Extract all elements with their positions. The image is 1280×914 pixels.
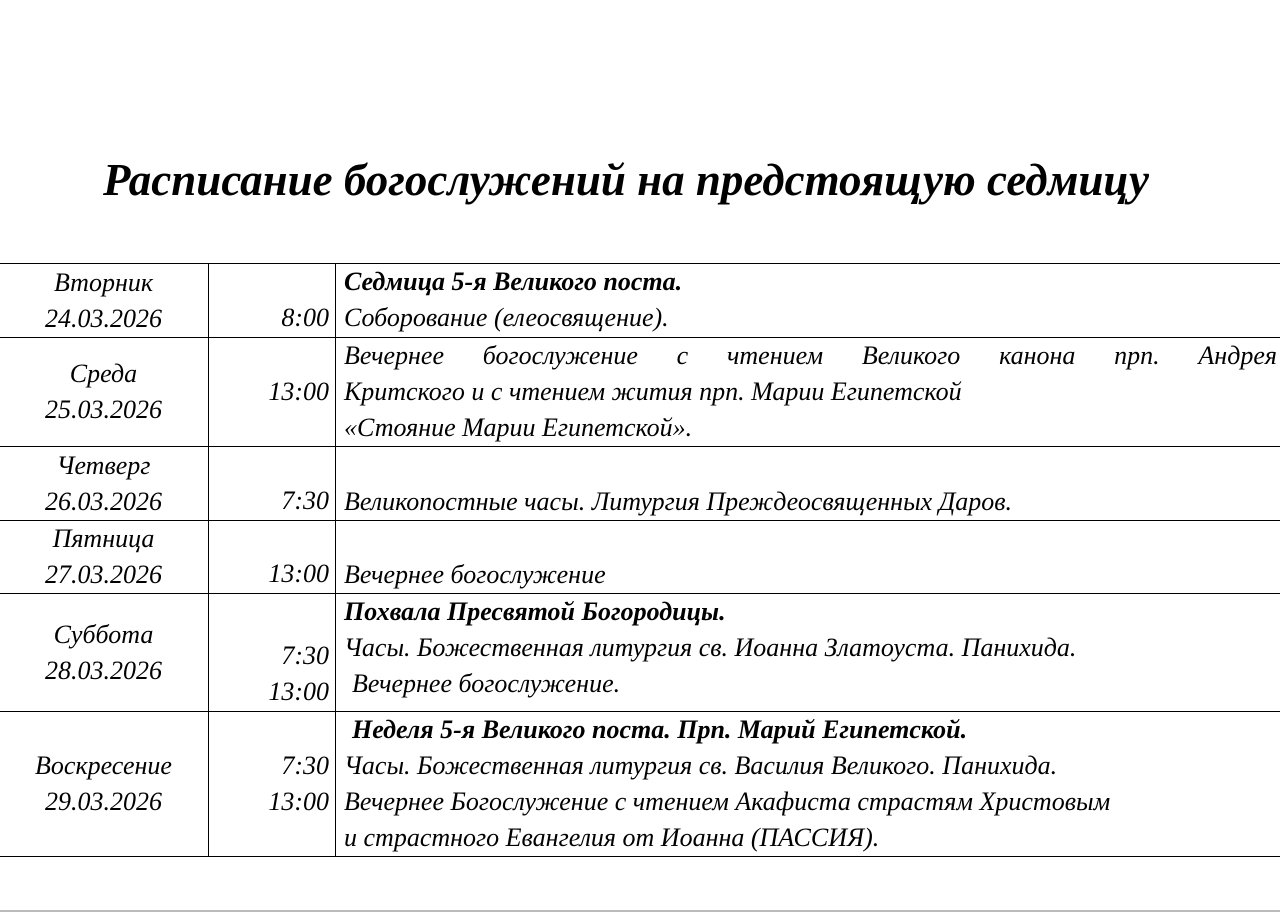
- service-cell: [336, 712, 1280, 857]
- day-name: Среда: [69, 359, 138, 388]
- service-line: Критского и с чтением жития прп. Марии Египетской: [344, 377, 962, 406]
- day-cell: [0, 521, 209, 594]
- service-line: Часы. Божественная литургия св. Иоанна Златоуста. Панихида.: [344, 633, 1077, 662]
- service-time: 13:00: [268, 559, 329, 588]
- time-cell: [209, 264, 336, 338]
- day-date: 27.03.2026: [45, 560, 162, 589]
- time-cell: [209, 594, 336, 712]
- day-cell: [0, 264, 209, 338]
- service-heading: Похвала Пресвятой Богородицы.: [344, 597, 726, 626]
- day-date: 28.03.2026: [45, 655, 162, 685]
- day-name: Воскресение: [35, 751, 172, 780]
- day-date: 24.03.2026: [45, 303, 162, 333]
- service-line: Часы. Божественная литургия св. Василия Великого. Панихида.: [344, 751, 1058, 780]
- table-row: [0, 338, 1280, 447]
- service-line: Вечернее богослужение.: [352, 669, 621, 698]
- time-cell: [209, 338, 336, 447]
- service-line: и страстного Евангелия от Иоанна (ПАССИЯ).: [344, 823, 880, 852]
- day-date: 29.03.2026: [45, 787, 162, 816]
- service-time: 8:00: [281, 303, 329, 332]
- service-line: Великопостные часы. Литургия Преждеосвященных Даров.: [344, 487, 1013, 516]
- day-cell: [0, 447, 209, 521]
- day-name: Вторник: [53, 267, 154, 297]
- service-heading: Седмица 5-я Великого поста.: [344, 267, 683, 296]
- table-row: [0, 594, 1280, 712]
- day-date: 26.03.2026: [45, 486, 162, 516]
- service-line: «Стояние Марии Египетской».: [344, 413, 693, 442]
- day-name: Четверг: [56, 450, 151, 480]
- service-cell: [336, 447, 1280, 521]
- service-line: Вечернее богослужение с чтением Великого канона прп. Андрея: [344, 341, 1277, 370]
- day-cell: [0, 712, 209, 857]
- day-cell: [0, 338, 209, 447]
- service-heading: Неделя 5-я Великого поста. Прп. Марий Египетской.: [352, 715, 968, 744]
- day-cell: [0, 594, 209, 712]
- service-time: 7:30: [281, 486, 329, 515]
- page-title: Расписание богослужений на предстоящую седмицу: [103, 155, 1149, 205]
- service-line: Вечернее Богослужение с чтением Акафиста страстям Христовым: [344, 787, 1111, 816]
- time-cell: [209, 521, 336, 594]
- table-row: [0, 521, 1280, 594]
- day-name: Пятница: [52, 524, 155, 553]
- service-time: 13:00: [268, 677, 329, 706]
- service-time: 13:00: [268, 786, 329, 816]
- service-time: 13:00: [268, 376, 329, 406]
- table-row: [0, 264, 1280, 338]
- service-line: Соборование (елеосвящение).: [344, 303, 669, 332]
- schedule-table: [0, 263, 1280, 857]
- service-cell: [336, 521, 1280, 594]
- bottom-divider: [0, 910, 1280, 912]
- service-time: 7:30: [281, 641, 329, 670]
- service-line: Вечернее богослужение: [344, 560, 606, 589]
- service-cell: [336, 594, 1280, 712]
- table-row: [0, 712, 1280, 857]
- service-cell: [336, 264, 1280, 338]
- time-cell: [209, 447, 336, 521]
- service-cell: [336, 338, 1280, 447]
- table-row: [0, 447, 1280, 521]
- time-cell: [209, 712, 336, 857]
- day-date: 25.03.2026: [45, 395, 162, 424]
- service-time: 7:30: [281, 750, 329, 780]
- day-name: Суббота: [53, 619, 154, 649]
